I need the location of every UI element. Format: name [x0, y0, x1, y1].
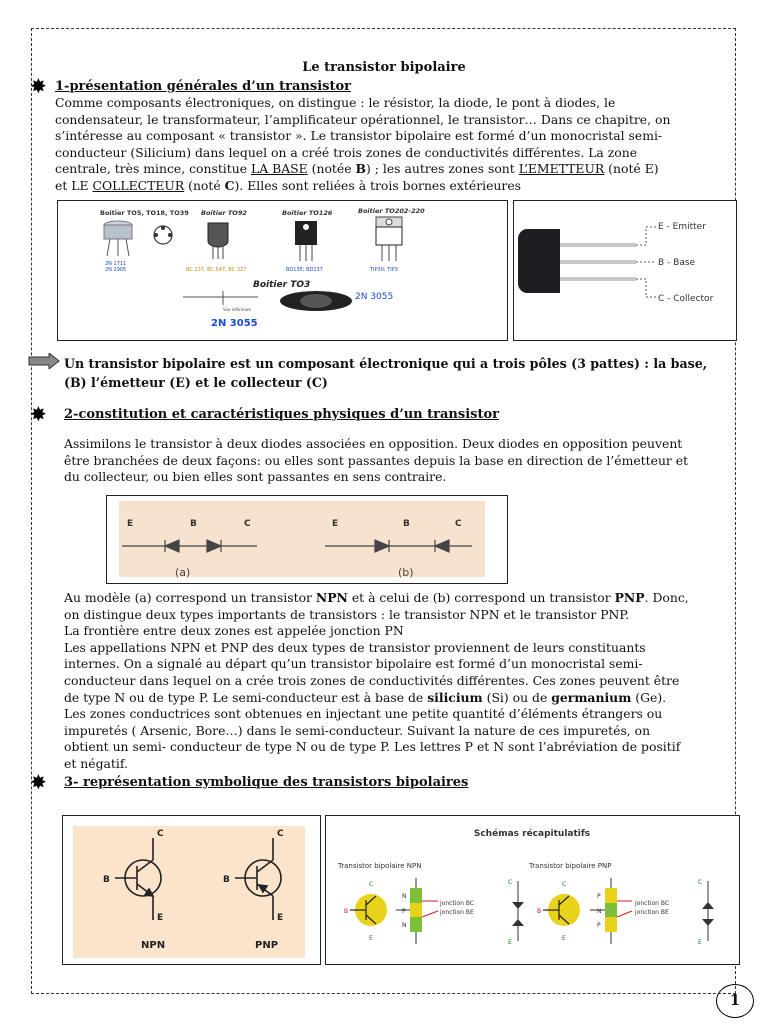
text-line: on distingue deux types importants de transistors : le transistor NPN et le transistor PNP.: [64, 606, 630, 622]
pin-label-base: B - Base: [658, 258, 696, 268]
package-label: Boitier TO92: [201, 209, 247, 217]
zone-label: N: [402, 893, 407, 900]
text-line: obtient un semi- conducteur de type N ou de type P. Les lettres P et N sont l’abréviation de positif: [64, 739, 681, 755]
junction-label: jonction BE: [635, 909, 669, 916]
terminal-label: B: [537, 908, 542, 915]
summary-title: Schémas récapitulatifs: [473, 829, 591, 839]
terminal-label: C: [369, 881, 374, 888]
pnp-summary-icon: [543, 878, 714, 944]
package-label: Boitier TO5, TO18, TO39: [100, 209, 189, 217]
summary-schematics-figure: [325, 815, 740, 965]
text-line: Assimilons le transistor à deux diodes associées en opposition. Deux diodes en opposition peuvent: [64, 436, 683, 451]
pin-label-emitter: E - Emitter: [658, 222, 706, 232]
part-number-label: BC 237, BC 547, BC 327: [186, 267, 247, 273]
text-line: s’intéresse au composant « transistor ». Le transistor bipolaire est formé d’un monocristal semi-: [55, 128, 663, 144]
terminal-label: C: [455, 519, 462, 529]
terminal-label: B: [403, 519, 410, 529]
npn-summary-icon: [350, 878, 524, 944]
star-bullet-icon: ✸: [30, 74, 47, 98]
text-line: condensateur, le transformateur, l’amplificateur opérationnel, le transistor… Dans ce chapitre, on: [55, 111, 671, 127]
part-number-label: BD135; BD137: [286, 267, 323, 273]
terminal-label: E: [127, 519, 134, 529]
zone-label: N: [597, 908, 602, 915]
transistor-symbols-figure: [62, 815, 321, 965]
callout-text: [64, 354, 744, 392]
terminal-label: C: [157, 829, 164, 839]
page-title: Le transistor bipolaire: [302, 60, 466, 75]
package-label: Boitier TO202-220: [358, 207, 425, 215]
terminal-label: C: [277, 829, 284, 839]
star-bullet-icon: ✸: [30, 402, 47, 426]
text-line: être branchées de deux façons: ou elles sont passantes depuis la base en direction de l’émetteur et: [64, 452, 689, 468]
text-line: et négatif.: [64, 755, 128, 771]
to92-package-icon: [208, 223, 228, 259]
terminal-label: E: [157, 913, 164, 923]
section-1-text: [55, 95, 725, 195]
text-line: du collecteur, ou bien elles sont passantes en sens contraire.: [64, 469, 447, 485]
text-line: conducteur dans lequel on a crée trois zones de conductivités différentes. Ces zones peuvent être: [64, 672, 680, 688]
section-2b-text: [64, 590, 739, 773]
section-3-heading: 3- représentation symbolique des transistors bipolaires: [64, 775, 469, 790]
terminal-label: C: [508, 879, 513, 886]
npn-label: NPN: [141, 940, 166, 951]
npn-caption: Transistor bipolaire NPN: [338, 862, 422, 870]
transistor-pinout-figure: [513, 200, 737, 341]
terminal-label: B: [103, 875, 110, 885]
text-line: internes. On a signalé au départ qu’un transistor bipolaire est formé d’un monocristal semi-: [64, 656, 643, 672]
text-line: La frontière entre deux zones est appelée jonction PN: [64, 623, 404, 639]
zone-label: P: [597, 922, 601, 929]
text-line: et LE COLLECTEUR (noté C). Elles sont reliées à trois bornes extérieures: [55, 177, 522, 193]
text-line: Les zones conductrices sont obtenues en injectant une petite quantité d’éléments étrangers ou: [64, 706, 663, 722]
caption-label: Vue inférieure: [223, 307, 252, 312]
to3-package-icon: [183, 291, 352, 311]
text-line: (B) l’émetteur (E) et le collecteur (C): [64, 375, 328, 390]
package-label: Boitier TO126: [282, 209, 333, 217]
to5-package-icon: [104, 221, 132, 256]
text-line: Comme composants électroniques, on distingue : le résistor, la diode, le pont à diodes, le: [55, 95, 616, 110]
part-number-label: 2N 3055: [355, 292, 394, 302]
section-2-text: [64, 436, 734, 486]
zone-label: P: [597, 893, 601, 900]
terminal-label: E: [508, 939, 512, 946]
terminal-label: E: [562, 935, 566, 942]
text-line: centrale, très mince, constitue LA BASE (notée B) ; les autres zones sont L’EMETTEUR (noté E): [55, 161, 659, 177]
zone-label: P: [402, 908, 406, 915]
text-line: Un transistor bipolaire est un composant électronique qui a trois pôles (3 pattes) : la base,: [64, 356, 708, 371]
terminal-label: C: [562, 881, 567, 888]
terminal-label: C: [698, 879, 703, 886]
zone-label: N: [402, 922, 407, 929]
pnp-label: PNP: [255, 940, 279, 951]
diode-model-figure: [106, 495, 508, 584]
terminal-label: E: [698, 939, 702, 946]
terminal-label: E: [332, 519, 339, 529]
transistor-photo-icon: [518, 229, 636, 293]
pin-label-collector: C - Collector: [658, 294, 714, 304]
text-line: de type N ou de type P. Le semi-conducteur est à base de silicium (Si) ou de germanium (Ge).: [64, 689, 667, 705]
text-line: Au modèle (a) correspond un transistor NPN et à celui de (b) correspond un transistor PNP. Donc,: [64, 590, 689, 605]
part-number-label: 2N 1711: [105, 261, 127, 267]
junction-label: jonction BE: [440, 909, 474, 916]
package-figure: [57, 200, 508, 341]
part-number-label: 2N 3055: [211, 318, 258, 329]
text-line: impuretés ( Arsenic, Bore…) dans le semi-conducteur. Suivant la nature de ces impuretés, on: [64, 722, 651, 738]
package-label: Boitier TO3: [253, 280, 311, 290]
terminal-label: B: [344, 908, 349, 915]
page-number: 1: [716, 984, 754, 1018]
terminal-label: E: [277, 913, 284, 923]
part-number-label: 2N 2905: [105, 267, 127, 273]
to220-package-icon: [376, 217, 402, 261]
terminal-label: B: [190, 519, 197, 529]
model-b-label: (b): [398, 566, 414, 579]
model-a-label: (a): [175, 566, 191, 579]
junction-label: jonction BC: [635, 900, 670, 907]
terminal-label: C: [244, 519, 251, 529]
terminal-label: B: [223, 875, 230, 885]
junction-label: jonction BC: [440, 900, 475, 907]
star-bullet-icon: ✸: [30, 770, 47, 794]
text-line: Les appellations NPN et PNP des deux types de transistor proviennent de leurs constituants: [64, 639, 646, 655]
text-line: conducteur (Silicium) dans lequel on a créé trois zones de conductivités différentes. La zone: [55, 144, 638, 160]
section-2-heading: 2-constitution et caractéristiques physiques d’un transistor: [64, 407, 499, 422]
to126-package-icon: [295, 221, 317, 261]
arrow-icon: [28, 353, 60, 373]
part-number-label: TIP30; TIP3: [370, 267, 398, 273]
terminal-label: E: [369, 935, 373, 942]
section-1-heading: 1-présentation générales d’un transistor: [55, 79, 351, 94]
pnp-caption: Transistor bipolaire PNP: [529, 862, 612, 870]
